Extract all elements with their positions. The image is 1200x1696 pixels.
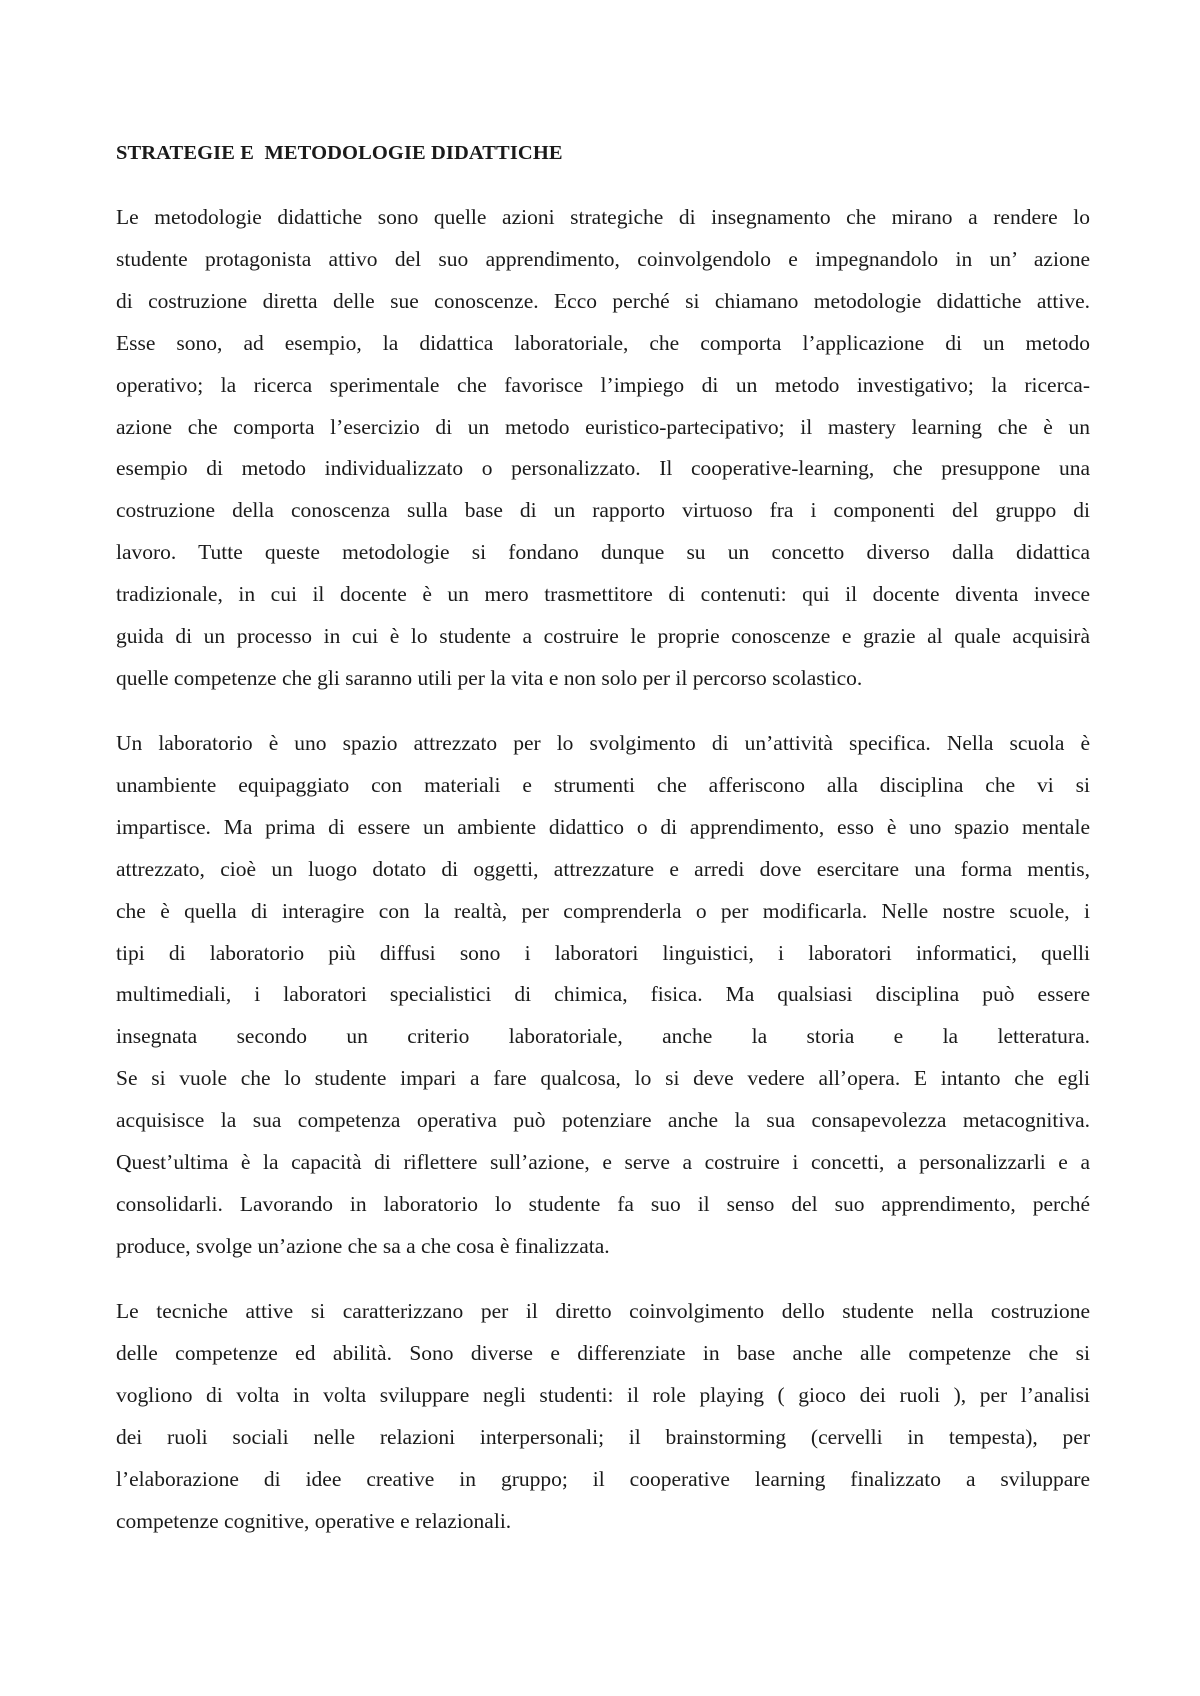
text-line: esempio di metodo individualizzato o personalizzato. Il cooperative-learning, che presuppone una (116, 456, 1090, 481)
paragraph-tecniche-attive (116, 1291, 1090, 1542)
paragraph-metodologie (116, 197, 1090, 700)
text-line: che è quella di interagire con la realtà, per comprenderla o per modificarla. Nelle nostre scuole, i (116, 898, 1090, 923)
paragraph-laboratorio (116, 723, 1090, 1268)
text-line: attrezzato, cioè un luogo dotato di oggetti, attrezzature e arredi dove esercitare una forma mentis, (116, 856, 1090, 881)
text-line: costruzione della conoscenza sulla base di un rapporto virtuoso fra i componenti del gruppo di (116, 498, 1090, 523)
text-line: l’elaborazione di idee creative in gruppo; il cooperative learning finalizzato a sviluppare (116, 1466, 1090, 1491)
text-line: Se si vuole che lo studente impari a fare qualcosa, lo si deve vedere all’opera. E intanto che egli (116, 1066, 1090, 1091)
text-line: azione che comporta l’esercizio di un metodo euristico-partecipativo; il mastery learning che è un (116, 414, 1090, 439)
text-line: acquisisce la sua competenza operativa può potenziare anche la sua consapevolezza metacognitiva. (116, 1108, 1090, 1133)
text-line: produce, svolge un’azione che sa a che cosa è finalizzata. (116, 1233, 610, 1258)
text-line: delle competenze ed abilità. Sono diverse e differenziate in base anche alle competenze che si (116, 1340, 1090, 1365)
text-line: competenze cognitive, operative e relazionali. (116, 1508, 512, 1533)
text-line: Le metodologie didattiche sono quelle azioni strategiche di insegnamento che mirano a rendere lo (116, 205, 1090, 229)
text-line: Esse sono, ad esempio, la didattica laboratoriale, che comporta l’applicazione di un metodo (116, 330, 1090, 355)
text-line: lavoro. Tutte queste metodologie si fondano dunque su un concetto diverso dalla didattica (116, 540, 1090, 565)
text-line: tipi di laboratorio più diffusi sono i laboratori linguistici, i laboratori informatici, quelli (116, 940, 1090, 965)
text-line: di costruzione diretta delle sue conoscenze. Ecco perché si chiamano metodologie didattiche attive. (116, 288, 1090, 313)
document-title: STRATEGIE E METODOLOGIE DIDATTICHE (116, 142, 563, 164)
text-line: dei ruoli sociali nelle relazioni interpersonali; il brainstorming (cervelli in tempesta), per (116, 1424, 1090, 1449)
text-line: impartisce. Ma prima di essere un ambiente didattico o di apprendimento, esso è uno spazio mentale (116, 814, 1090, 839)
text-line: guida di un processo in cui è lo studente a costruire le proprie conoscenze e grazie al quale acquisirà (116, 624, 1090, 649)
text-line: tradizionale, in cui il docente è un mero trasmettitore di contenuti: qui il docente diventa invece (116, 582, 1090, 607)
text-line: vogliono di volta in volta sviluppare negli studenti: il role playing ( gioco dei ruoli ), per l’analisi (116, 1382, 1090, 1407)
text-line: Quest’ultima è la capacità di riflettere sull’azione, e serve a costruire i concetti, a personalizzarli e a (116, 1150, 1090, 1175)
text-line: operativo; la ricerca sperimentale che favorisce l’impiego di un metodo investigativo; la ricerca- (116, 372, 1090, 397)
text-line: Un laboratorio è uno spazio attrezzato per lo svolgimento di un’attività specifica. Nella scuola è (116, 731, 1090, 755)
text-line: quelle competenze che gli saranno utili per la vita e non solo per il percorso scolastico. (116, 665, 863, 690)
text-line: studente protagonista attivo del suo apprendimento, coinvolgendolo e impegnandolo in un’ azione (116, 246, 1090, 271)
text-line: unambiente equipaggiato con materiali e strumenti che afferiscono alla disciplina che vi si (116, 772, 1090, 797)
text-line: Le tecniche attive si caratterizzano per il diretto coinvolgimento dello studente nella costruzione (116, 1299, 1090, 1323)
text-line: consolidarli. Lavorando in laboratorio lo studente fa suo il senso del suo apprendimento, perché (116, 1191, 1090, 1216)
text-line: insegnata secondo un criterio laboratoriale, anche la storia e la letteratura. (116, 1024, 1090, 1049)
text-line: multimediali, i laboratori specialistici di chimica, fisica. Ma qualsiasi disciplina può essere (116, 982, 1090, 1007)
